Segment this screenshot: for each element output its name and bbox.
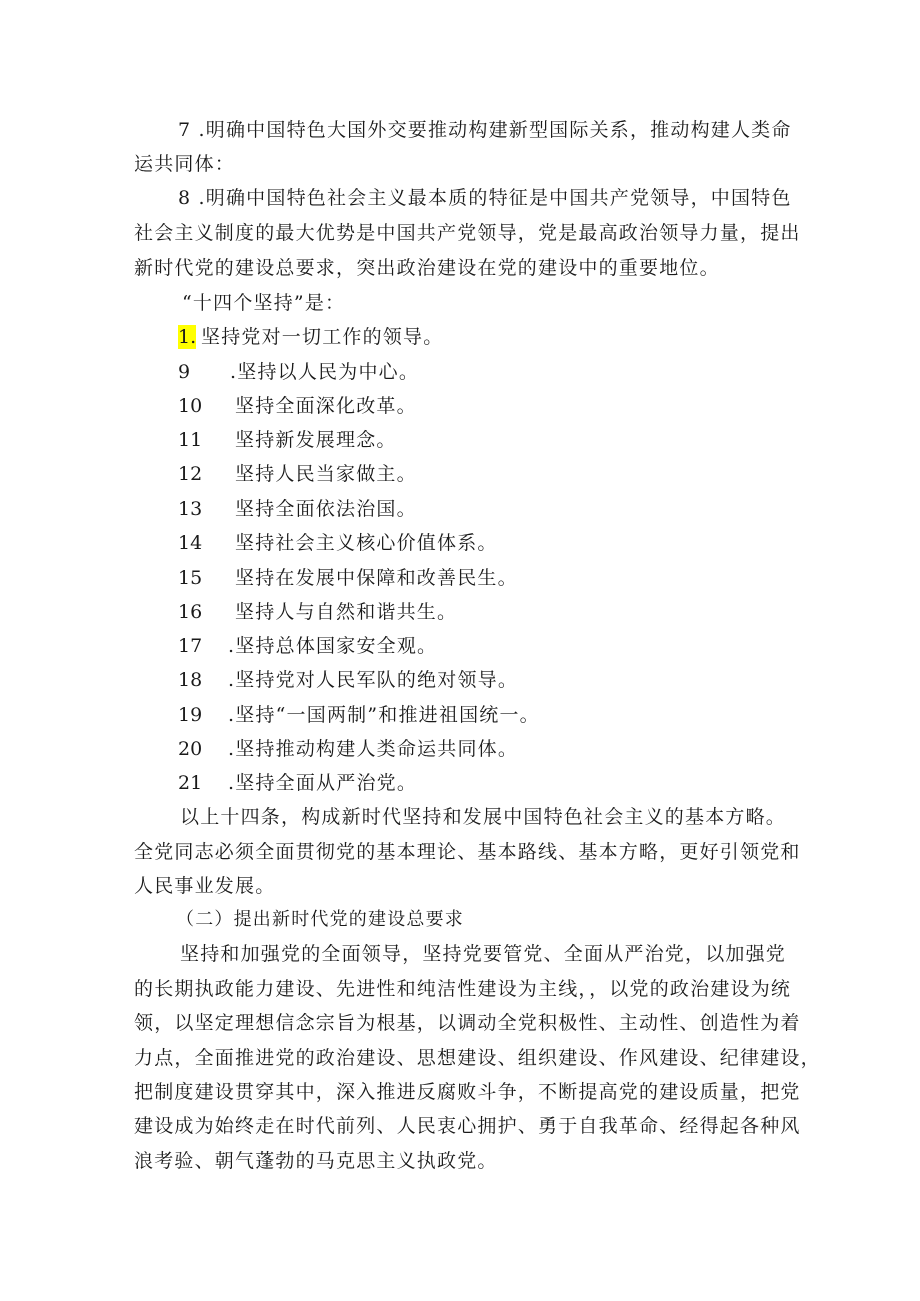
list-item-number: 14	[178, 532, 203, 554]
list-item-number: 17	[178, 635, 203, 657]
list-item-number: 20	[178, 738, 203, 760]
list-item-number: 13	[178, 498, 203, 520]
list-item-text: .坚持推动构建人类命运共同体。	[228, 738, 519, 760]
list-item-number: 18	[178, 669, 203, 691]
list-item-number: 10	[178, 395, 203, 417]
list-item-text: 坚持人与自然和谐共生。	[235, 601, 458, 623]
requirements-line-2: 的长期执政能力建设、先进性和纯洁性建设为主线，，以党的政治建设为统	[134, 978, 792, 1000]
summary-line-1: 以上十四条，构成新时代坚持和发展中国特色社会主义的基本方略。	[180, 806, 787, 828]
list-item-text: 坚持党对一切工作的领导。	[201, 326, 444, 348]
requirements-line-1: 坚持和加强党的全面领导，坚持党要管党、全面从严治党，以加强党	[180, 943, 787, 965]
list-item-text: .坚持“一国两制”和推进祖国统一。	[228, 704, 540, 726]
list-item-text: .坚持总体国家安全观。	[228, 635, 438, 657]
list-item-number: 9	[178, 361, 191, 383]
summary-line-2: 全党同志必须全面贯彻党的基本理论、基本路线、基本方略，更好引领党和	[134, 841, 801, 863]
list-item-text: .坚持以人民为中心。	[230, 361, 420, 383]
list-item-text: 坚持人民当家做主。	[235, 463, 417, 485]
list-item-text: .坚持党对人民军队的绝对领导。	[228, 669, 519, 691]
list-item-number: 15	[178, 567, 203, 589]
list-item-text: 坚持在发展中保障和改善民生。	[235, 567, 518, 589]
list-item-text: 坚持社会主义核心价值体系。	[235, 532, 498, 554]
list-item-number: 19	[178, 704, 203, 726]
list-item-number-highlighted: 1.	[178, 326, 197, 348]
list-item-text: 坚持新发展理念。	[235, 429, 397, 451]
fourteen-heading: “十四个坚持”是：	[182, 292, 346, 314]
list-item-text: 坚持全面依法治国。	[235, 498, 417, 520]
summary-line-3: 人民事业发展。	[134, 875, 276, 897]
list-item-number: 11	[178, 429, 203, 451]
section-heading: （二）提出新时代党的建设总要求	[176, 909, 464, 930]
para-7-line-2: 运共同体：	[134, 153, 236, 175]
list-item-text: .坚持全面从严治党。	[228, 772, 418, 794]
para-8-line-2: 社会主义制度的最大优势是中国共产党领导，党是最高政治领导力量，提出	[134, 222, 801, 244]
list-item-number: 12	[178, 463, 203, 485]
requirements-line-4: 力点，全面推进党的政治建设、思想建设、组织建设、作风建设、纪律建设，	[134, 1047, 821, 1069]
para-7-line-1: 7 .明确中国特色大国外交要推动构建新型国际关系，推动构建人类命	[178, 119, 792, 141]
list-item-text: 坚持全面深化改革。	[235, 395, 417, 417]
list-item-number: 16	[178, 601, 203, 623]
list-item-number: 21	[178, 772, 203, 794]
para-8-line-3: 新时代党的建设总要求，突出政治建设在党的建设中的重要地位。	[134, 257, 720, 279]
requirements-line-7: 浪考验、朝气蓬勃的马克思主义执政党。	[134, 1150, 498, 1172]
para-8-line-1: 8 .明确中国特色社会主义最本质的特征是中国共产党领导，中国特色	[178, 187, 792, 209]
requirements-line-6: 建设成为始终走在时代前列、人民衷心拥护、勇于自我革命、经得起各种风	[134, 1115, 801, 1137]
requirements-line-5: 把制度建设贯穿其中，深入推进反腐败斗争，不断提高党的建设质量，把党	[134, 1081, 801, 1103]
requirements-line-3: 领，以坚定理想信念宗旨为根基，以调动全党积极性、主动性、创造性为着	[134, 1012, 801, 1034]
